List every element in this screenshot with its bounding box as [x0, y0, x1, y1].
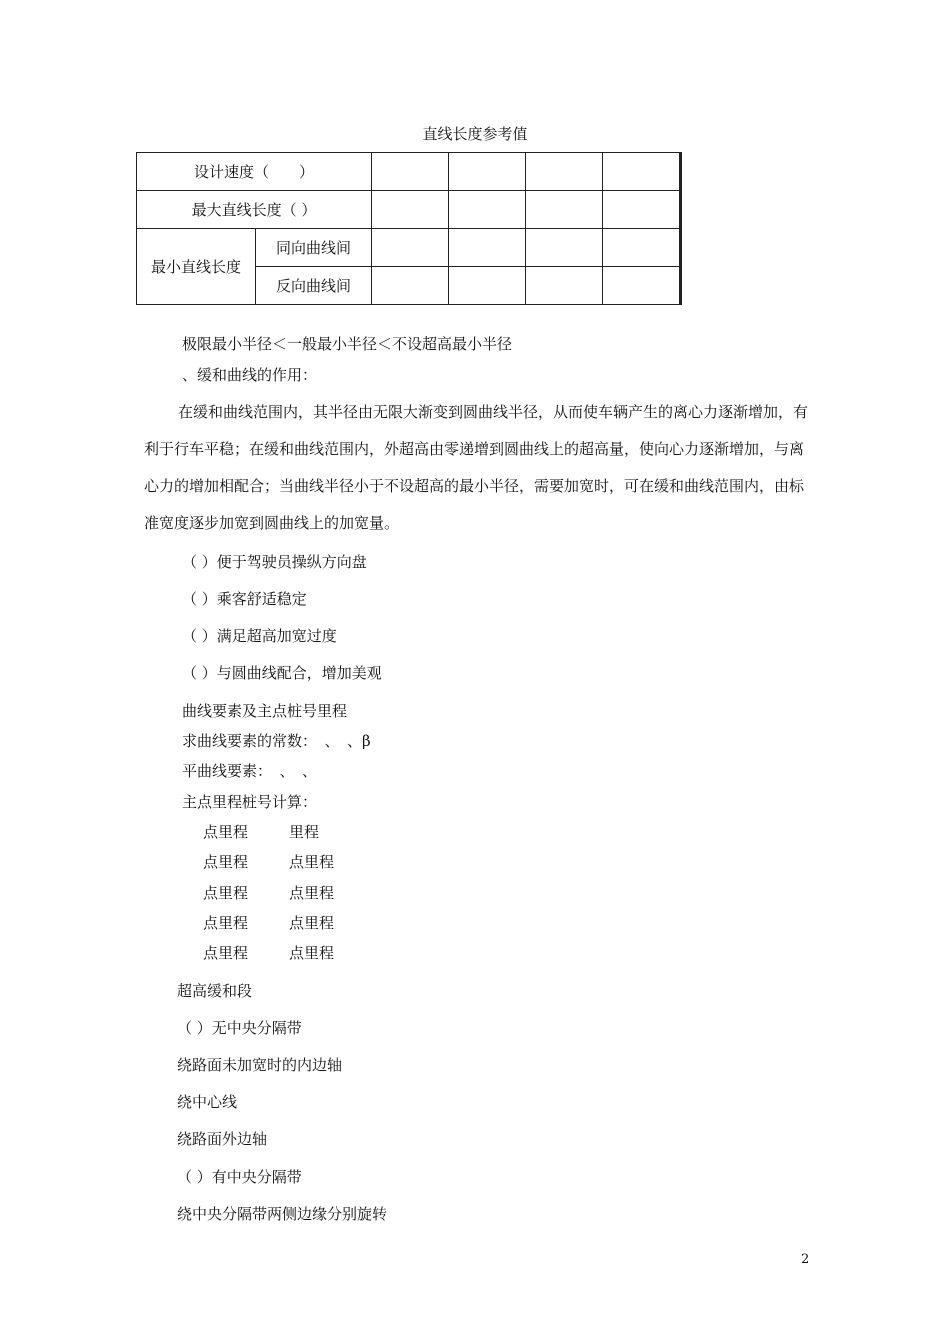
table-cell	[526, 191, 603, 229]
page-number: 2	[801, 1252, 810, 1267]
mileage-left: 点里程	[203, 944, 249, 962]
curve-constants-line: 求曲线要素的常数： 、 、β	[182, 732, 371, 750]
table-cell	[449, 267, 526, 305]
table-cell	[449, 153, 526, 191]
straight-length-table	[136, 152, 682, 305]
table-cell	[372, 267, 449, 305]
table-cell	[372, 229, 449, 267]
mileage-left: 点里程	[203, 914, 249, 932]
radius-order-line: 极限最小半径＜一般最小半径＜不设超高最小半径	[182, 335, 513, 353]
superelevation-heading: 超高缓和段	[177, 982, 253, 1000]
with-median-heading: （ ）有中央分隔带	[177, 1168, 302, 1186]
plane-curve-elements-line: 平曲线要素： 、 、	[182, 762, 318, 780]
table-cell	[449, 191, 526, 229]
rotation-method: 绕中心线	[177, 1093, 238, 1111]
curve-elements-heading: 曲线要素及主点桩号里程	[182, 702, 348, 720]
table-cell	[372, 191, 449, 229]
no-median-heading: （ ）无中央分隔带	[177, 1019, 302, 1037]
mileage-right: 点里程	[289, 884, 335, 902]
table-cell	[603, 229, 681, 267]
mileage-left: 点里程	[203, 884, 249, 902]
table-cell	[372, 153, 449, 191]
table-cell	[526, 229, 603, 267]
table-row	[137, 153, 681, 191]
rotation-method: 绕中央分隔带两侧边缘分别旋转	[177, 1205, 388, 1223]
function-item: （ ）乘客舒适稳定	[182, 590, 307, 608]
mileage-right: 里程	[289, 823, 320, 841]
function-item: （ ）与圆曲线配合，增加美观	[182, 664, 382, 682]
transition-heading: 、缓和曲线的作用：	[182, 366, 318, 384]
mileage-right: 点里程	[289, 914, 335, 932]
table-caption: 直线长度参考值	[422, 125, 528, 143]
table-row-label: 设计速度（ ）	[137, 153, 372, 191]
rotation-method: 绕路面未加宽时的内边轴	[177, 1056, 343, 1074]
mileage-left: 点里程	[203, 823, 249, 841]
table-cell	[603, 153, 681, 191]
function-item: （ ）便于驾驶员操纵方向盘	[182, 553, 367, 571]
table-cell	[526, 153, 603, 191]
mileage-heading: 主点里程桩号计算：	[182, 793, 318, 811]
table-cell	[526, 267, 603, 305]
mileage-left: 点里程	[203, 853, 249, 871]
mileage-right: 点里程	[289, 944, 335, 962]
table-cell	[449, 229, 526, 267]
table-row	[137, 229, 681, 267]
table-sub-label: 反向曲线间	[256, 267, 372, 305]
table-sub-label: 同向曲线间	[256, 229, 372, 267]
rotation-method: 绕路面外边轴	[177, 1130, 268, 1148]
table-row-label: 最小直线长度	[137, 229, 256, 305]
function-item: （ ）满足超高加宽过度	[182, 627, 337, 645]
transition-paragraph: 在缓和曲线范围内，其半径由无限大渐变到圆曲线半径，从而使车辆产生的离心力逐渐增加，有利于行车平稳；在缓和曲线范围内，外超高由零递增到圆曲线上的超高量，使向心力逐渐增加，与离心力的增加相配合；当曲线半径小于不设超高的最小半径，需要加宽时，可在缓和曲线范围内，由标准宽度逐步加宽到圆曲线上的加宽量。	[144, 403, 809, 532]
table-cell	[603, 191, 681, 229]
mileage-right: 点里程	[289, 853, 335, 871]
table-row	[137, 191, 681, 229]
table-row-label: 最大直线长度（ ）	[137, 191, 372, 229]
table-cell	[603, 267, 681, 305]
